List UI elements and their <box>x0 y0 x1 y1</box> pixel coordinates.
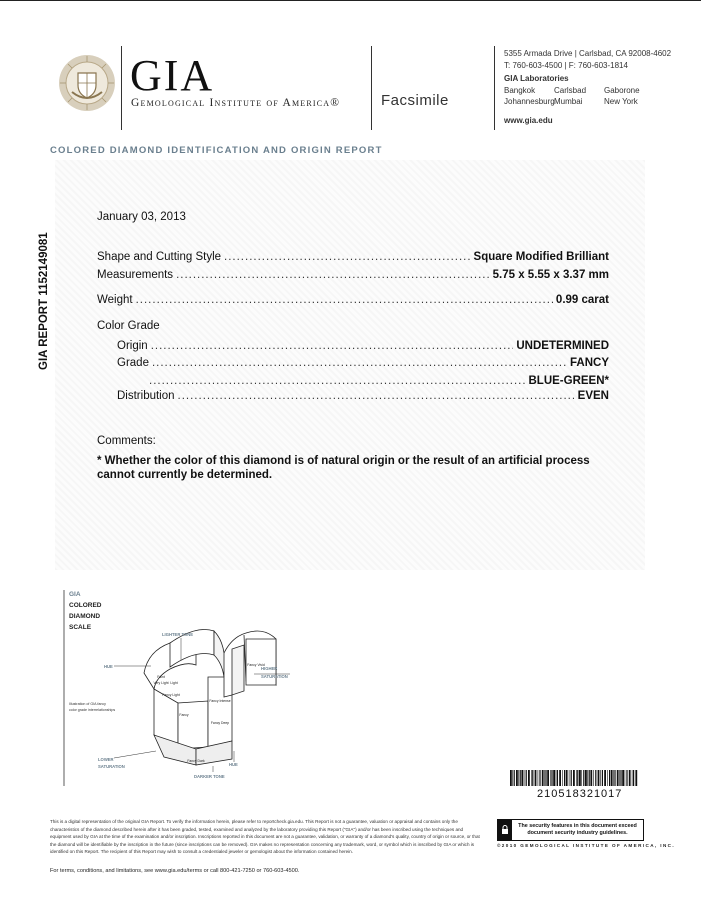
city: Carlsbad <box>554 85 587 95</box>
barcode-bar <box>512 770 513 786</box>
barcode-bar <box>617 770 619 786</box>
security-notice <box>497 819 644 841</box>
city: Gaborone <box>604 85 640 95</box>
barcode-bar <box>600 770 601 786</box>
city: Bangkok <box>504 85 536 95</box>
barcode-bar <box>604 770 606 786</box>
grade-label-fancy-intense: Fancy Intense <box>209 699 231 703</box>
header-divider <box>121 46 122 130</box>
barcode-bar <box>514 770 515 786</box>
barcode-bar <box>545 770 546 786</box>
barcode-bar <box>593 770 594 786</box>
barcode-bar <box>571 770 572 786</box>
measurements-label: Measurements <box>97 269 174 281</box>
barcode-bar <box>620 770 621 786</box>
distribution-value: EVEN <box>577 390 609 402</box>
color-grade-heading: Color Grade <box>97 320 160 332</box>
barcode-bar <box>607 770 608 786</box>
barcode-bar <box>531 770 532 786</box>
barcode-bar <box>583 770 584 786</box>
darker-tone-label: DARKER TONE <box>194 774 225 779</box>
barcode-bar <box>524 770 525 786</box>
higher-saturation-label: HIGHER <box>261 666 278 671</box>
comments-heading: Comments: <box>97 435 156 447</box>
barcode-bar <box>585 770 587 786</box>
grade-label-very-light: Very Light <box>153 681 169 685</box>
grade-row <box>117 357 609 369</box>
barcode-bar <box>557 770 558 786</box>
distribution-label: Distribution <box>117 390 175 402</box>
barcode-bar <box>553 770 555 786</box>
colored-diamond-scale-diagram <box>56 586 326 796</box>
barcode-bar <box>547 770 549 786</box>
address: 5355 Armada Drive | Carlsbad, CA 92008-4602 <box>504 49 672 58</box>
shape-row <box>97 251 609 263</box>
barcode-bar <box>559 770 561 786</box>
barcode-bar <box>577 770 578 786</box>
lab-address-block <box>504 48 694 126</box>
barcode-number: 210518321017 <box>537 788 623 800</box>
barcode-bar <box>602 770 603 786</box>
security-text: The security features in this document exceed document security industry guidelines. <box>518 823 637 836</box>
barcode-bar <box>551 770 552 786</box>
barcode-bar <box>590 770 592 786</box>
scale-title-line: SCALE <box>69 624 92 631</box>
barcode-bar <box>633 770 634 786</box>
barcode-bar <box>544 770 545 786</box>
website-link[interactable]: www.gia.edu <box>504 115 553 125</box>
footer-terms: For terms, conditions, and limitations, see www.gia.edu/terms or call 800-421-7250 or 760-603-4500. <box>50 868 300 874</box>
distribution-row <box>117 390 609 402</box>
weight-value: 0.99 carat <box>555 294 609 306</box>
grade-label-fancy: Fancy <box>179 713 189 717</box>
barcode-bar <box>614 770 615 786</box>
barcode-bar <box>528 770 530 786</box>
barcode-bar <box>595 770 596 786</box>
top-border <box>0 0 701 1</box>
city: Mumbai <box>554 97 583 106</box>
weight-label: Weight <box>97 294 133 306</box>
hue-label: HUE <box>104 664 113 669</box>
shape-value: Square Modified Brilliant <box>473 251 609 263</box>
illustration-caption: color grade interrelationships <box>69 708 116 712</box>
barcode-bar <box>510 770 512 786</box>
city: Johannesburg <box>504 97 555 106</box>
report-date: January 03, 2013 <box>97 211 186 223</box>
barcode-bar <box>619 770 620 786</box>
grade-row-2 <box>149 375 609 387</box>
footer-disclaimer: This is a digital representation of the original GIA Report. To verify the information herein, please refer to reportcheck.gia.edu. This Report is not a guarantee, valuation or appraisal and contains only the characteristics of the diamond described herein after it has been graded, tested, examined and analyzed by the laboratory providing this Report ("GIA") and/or has been inscribed using the techniques and equipment used by GIA at the time of the examination and/or inscription. Inscriptions reported in this document are not a guarantee, validation, or warranty of a diamond's quality, country of origin or source, or that the diamond will be identifiable by the inscription in the future (since inscriptions can be removed). GIA makes no representation concerning any trademark, word, or symbol which is inscribed by GIA or which is identified on this Report. The recipient of this Report may wish to consult a credentialed jeweler or gemologist about the information contained herein. <box>50 819 480 855</box>
grade-label-faint: Faint <box>157 675 165 679</box>
grade-label-fancy-light: Fancy Light <box>162 693 180 697</box>
grade-label-fancy-vivid: Fancy Vivid <box>247 663 265 667</box>
barcode-bar <box>518 770 519 786</box>
barcode-bar <box>629 770 631 786</box>
barcode-bar <box>626 770 627 786</box>
barcode-bar <box>538 770 539 786</box>
comments-text: * Whether the color of this diamond is of natural origin or the result of an artificial process cannot currently be determined. <box>97 455 590 481</box>
barcode-bar <box>556 770 557 786</box>
higher-saturation-label: SATURATION <box>261 674 288 679</box>
barcode-bar <box>566 770 568 786</box>
facsimile-label: Facsimile <box>381 92 449 109</box>
barcode-bar <box>609 770 610 786</box>
lock-icon <box>498 820 512 840</box>
gia-logo-text: GIA <box>130 51 215 100</box>
barcode-bar <box>579 770 581 786</box>
measurements-row <box>97 269 609 281</box>
gia-seal-icon <box>58 54 116 112</box>
side-report-number <box>26 232 56 372</box>
origin-label: Origin <box>117 340 148 352</box>
lower-saturation-label: LOWER <box>98 757 114 762</box>
copyright: ©2010 GEMOLOGICAL INSTITUTE OF AMERICA, INC. <box>497 843 676 848</box>
barcode-bar <box>520 770 521 786</box>
scale-title-line: GIA <box>69 591 81 598</box>
barcode-bar <box>622 770 624 786</box>
barcode-bar <box>550 770 551 786</box>
grade-label: Grade <box>117 357 149 369</box>
report-title: COLORED DIAMOND IDENTIFICATION AND ORIGIN REPORT <box>50 145 383 156</box>
grade-label-fancy-deep: Fancy Deep <box>210 721 230 725</box>
grade-label-light: Light <box>170 681 178 685</box>
scale-title-line: DIAMOND <box>69 613 101 620</box>
barcode <box>510 770 640 786</box>
barcode-bar <box>516 770 518 786</box>
grade-label-fancy-dark: Fancy Dark <box>187 759 205 763</box>
barcode-bar <box>611 770 613 786</box>
barcode-bar <box>521 770 523 786</box>
origin-value: UNDETERMINED <box>516 340 609 352</box>
city: New York <box>604 97 638 106</box>
lighter-tone-label: LIGHTER TONE <box>162 632 194 637</box>
grade-value: FANCY <box>570 357 609 369</box>
barcode-bar <box>539 770 540 786</box>
phone: T: 760-603-4500 | F: 760-603-1814 <box>504 60 628 70</box>
lower-saturation-label: SATURATION <box>98 764 125 769</box>
weight-row <box>97 294 609 306</box>
barcode-bar <box>632 770 633 786</box>
lab-cities <box>504 85 694 108</box>
labs-title: GIA Laboratories <box>504 74 569 83</box>
barcode-bar <box>587 770 588 786</box>
header-divider <box>371 46 372 130</box>
barcode-bar <box>613 770 614 786</box>
barcode-bar <box>564 770 565 786</box>
header-divider <box>494 46 495 130</box>
shape-label: Shape and Cutting Style <box>97 251 222 263</box>
barcode-bar <box>542 770 544 786</box>
origin-row <box>117 340 609 352</box>
barcode-bar <box>589 770 590 786</box>
hue-bottom-label: HUE <box>229 762 238 767</box>
measurements-value: 5.75 x 5.55 x 3.37 mm <box>492 269 609 281</box>
scale-title-line: COLORED <box>69 602 102 609</box>
barcode-bar <box>569 770 570 786</box>
barcode-bar <box>635 770 637 786</box>
barcode-bar <box>598 770 600 786</box>
barcode-bar <box>532 770 533 786</box>
barcode-bar <box>581 770 582 786</box>
grade-value-2: BLUE-GREEN* <box>528 375 609 387</box>
barcode-bar <box>562 770 563 786</box>
illustration-caption: Illustration of GIA fancy <box>69 702 106 706</box>
barcode-bar <box>625 770 626 786</box>
barcode-bar <box>573 770 575 786</box>
institute-name: Gemological Institute of America® <box>131 97 341 109</box>
barcode-bar <box>526 770 527 786</box>
barcode-bar <box>576 770 577 786</box>
side-report-text: GIA REPORT 1152149081 <box>38 232 50 370</box>
barcode-bar <box>535 770 537 786</box>
